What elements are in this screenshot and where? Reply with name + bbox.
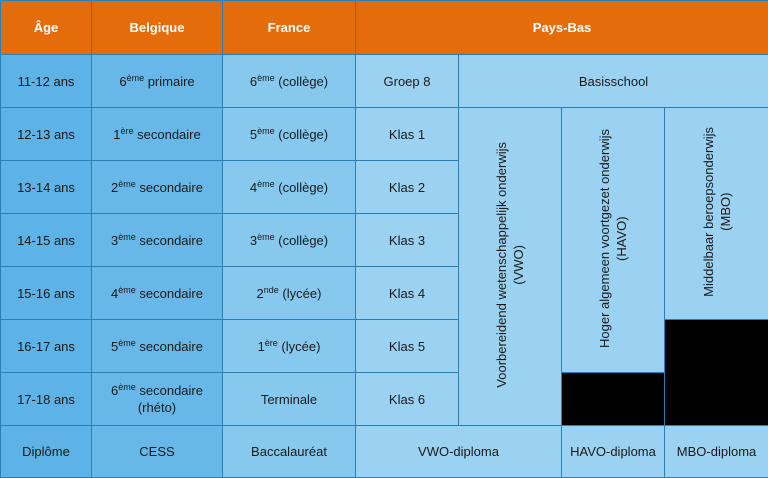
- havo-track-cell: [562, 108, 665, 373]
- pays-bas-level-cell: Klas 6: [356, 373, 459, 426]
- pays-bas-level-cell: Klas 1: [356, 108, 459, 161]
- table-row: [1, 55, 768, 108]
- havo-blocked-cell: [562, 373, 665, 426]
- diploma-row: [1, 426, 768, 478]
- pays-bas-level-cell: Klas 3: [356, 214, 459, 267]
- vwo-track-cell: [459, 108, 562, 426]
- age-cell: 14-15 ans: [1, 214, 92, 267]
- belgique-cell: 6ème secondaire (rhéto): [92, 373, 223, 426]
- header-age: Âge: [1, 1, 92, 55]
- france-cell: 5ème (collège): [223, 108, 356, 161]
- france-cell: 2nde (lycée): [223, 267, 356, 320]
- diploma-mbo-cell: MBO-diploma: [665, 426, 768, 478]
- table-row: [1, 108, 768, 161]
- diploma-label-cell: Diplôme: [1, 426, 92, 478]
- pays-bas-level-cell: Klas 5: [356, 320, 459, 373]
- pays-bas-level-cell: Klas 2: [356, 161, 459, 214]
- france-cell: Terminale: [223, 373, 356, 426]
- france-cell: 1ère (lycée): [223, 320, 356, 373]
- belgique-cell: 5ème secondaire: [92, 320, 223, 373]
- pays-bas-level-cell: Groep 8: [356, 55, 459, 108]
- france-cell: 4ème (collège): [223, 161, 356, 214]
- age-cell: 13-14 ans: [1, 161, 92, 214]
- belgique-cell: 1ère secondaire: [92, 108, 223, 161]
- france-cell: 6ème (collège): [223, 55, 356, 108]
- age-cell: 16-17 ans: [1, 320, 92, 373]
- pays-bas-level-cell: Klas 4: [356, 267, 459, 320]
- diploma-france-cell: Baccalauréat: [223, 426, 356, 478]
- header-france: France: [223, 1, 356, 55]
- age-cell: 17-18 ans: [1, 373, 92, 426]
- header-belgique: Belgique: [92, 1, 223, 55]
- mbo-blocked-cell: [665, 320, 768, 426]
- diploma-belgique-cell: CESS: [92, 426, 223, 478]
- header-row: [1, 1, 768, 55]
- age-cell: 12-13 ans: [1, 108, 92, 161]
- france-cell: 3ème (collège): [223, 214, 356, 267]
- age-cell: 15-16 ans: [1, 267, 92, 320]
- basisschool-cell: Basisschool: [459, 55, 768, 108]
- vwo-track-label: Voorbereidend wetenschappelijk onderwijs (VWO): [493, 142, 527, 388]
- diploma-vwo-cell: VWO-diploma: [356, 426, 562, 478]
- diploma-havo-cell: HAVO-diploma: [562, 426, 665, 478]
- belgique-cell: 4ème secondaire: [92, 267, 223, 320]
- header-pays-bas: Pays-Bas: [356, 1, 768, 55]
- belgique-cell: 6ème primaire: [92, 55, 223, 108]
- belgique-cell: 2ème secondaire: [92, 161, 223, 214]
- mbo-track-label: Middelbaar beroepsonderwijs (MBO): [700, 127, 734, 297]
- age-cell: 11-12 ans: [1, 55, 92, 108]
- mbo-track-cell: [665, 108, 768, 320]
- havo-track-label: Hoger algemeen voortgezet onderwijs (HAVO): [596, 129, 630, 348]
- belgique-cell: 3ème secondaire: [92, 214, 223, 267]
- table-row: [1, 373, 768, 426]
